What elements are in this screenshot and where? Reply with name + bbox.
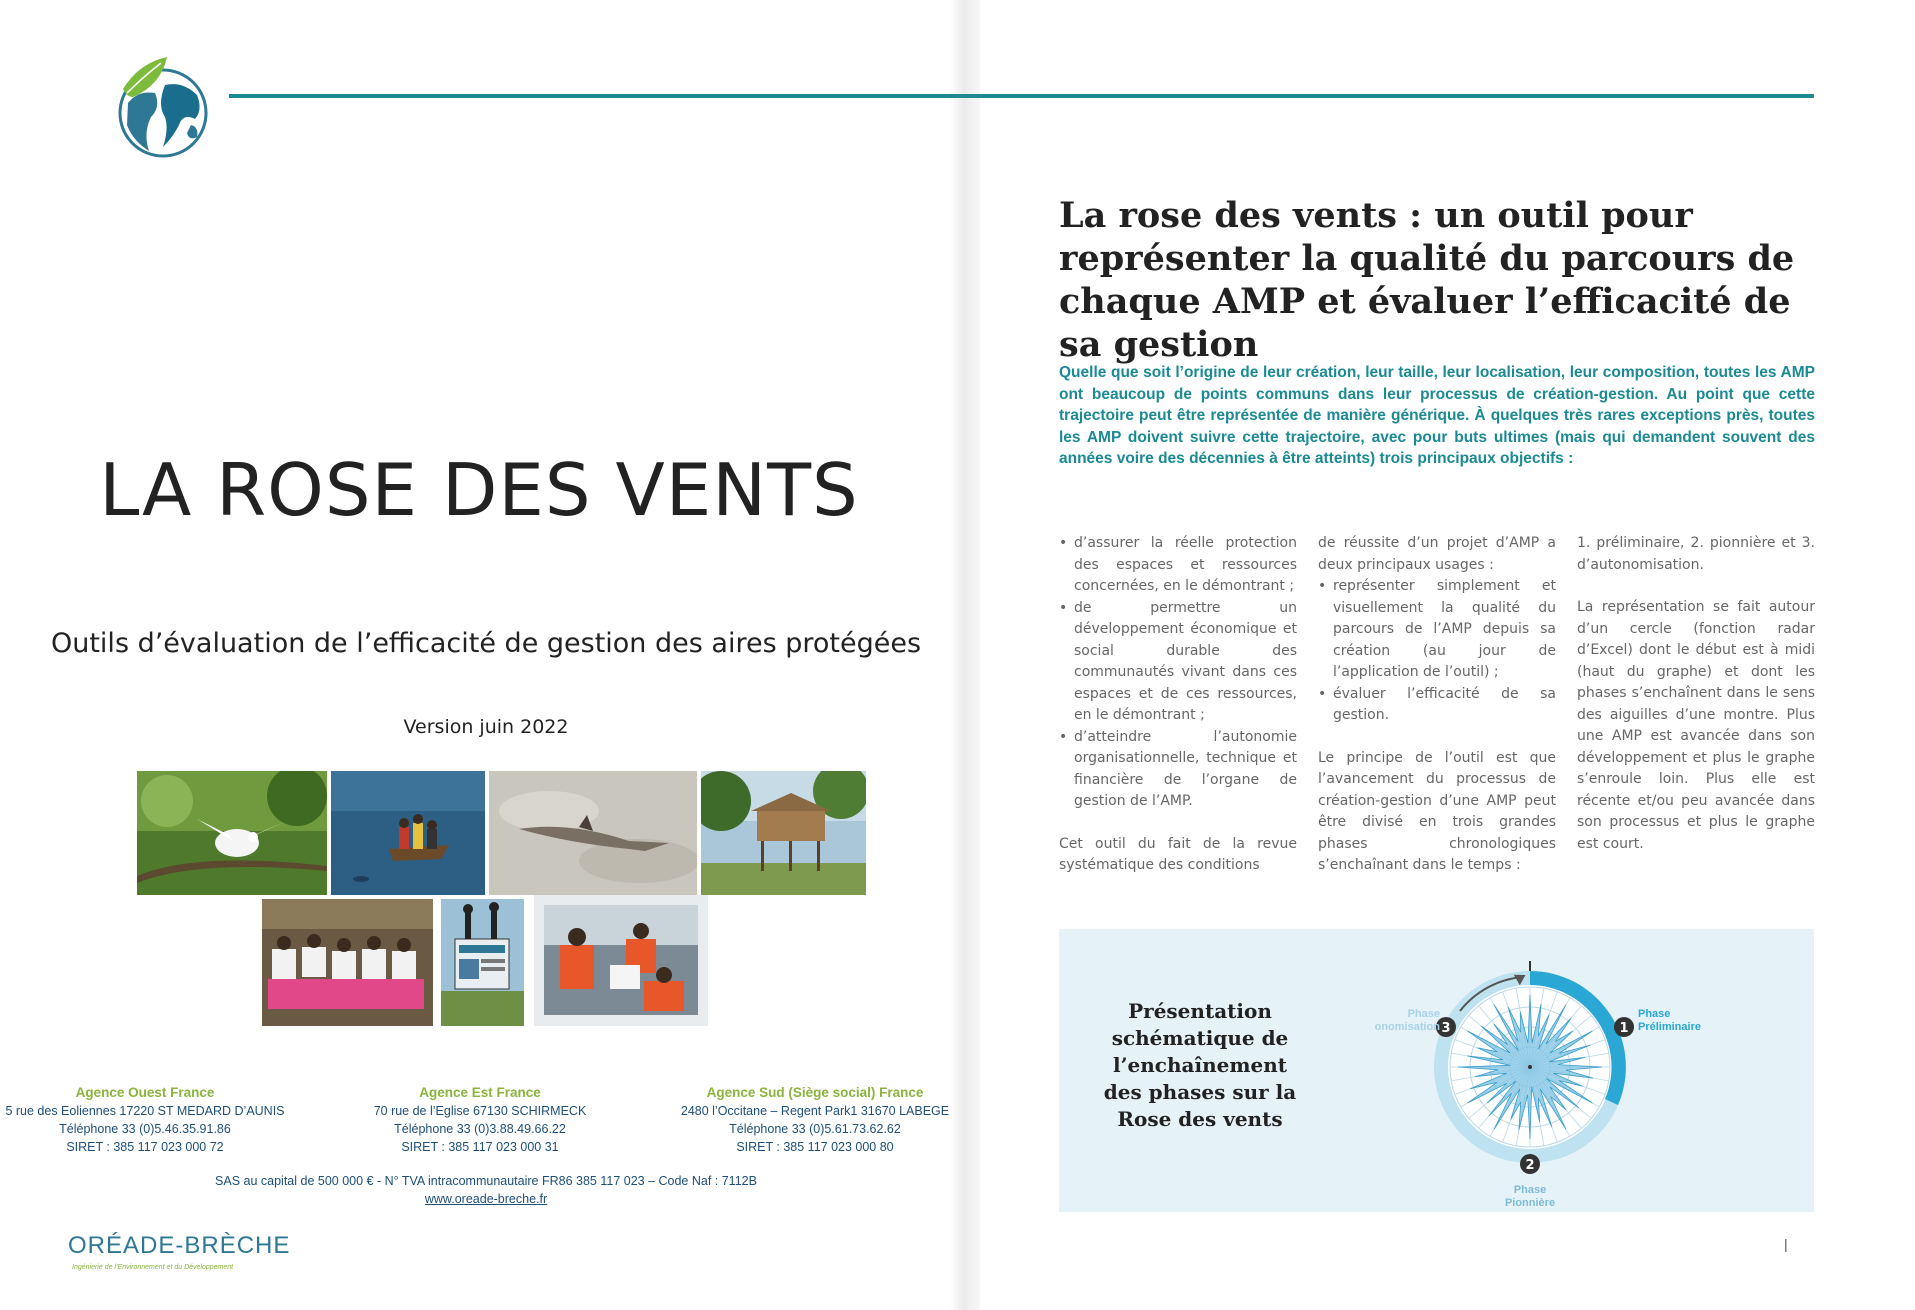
article-title: La rose des vents : un outil pour représenter la qualité du parcours de chaque AMP et évaluer l’efficacité de sa gestion <box>1059 195 1795 365</box>
agency-south-siret: SIRET : 385 117 023 000 80 <box>736 1140 894 1154</box>
list-item: • d’assurer la réelle protection des espaces et ressources concernées, en le démontrant ; <box>1059 533 1297 598</box>
text-column-1 <box>1059 533 1297 898</box>
agency-west-name: Agence Ouest France <box>75 1085 215 1100</box>
stilt-house-photo <box>701 771 866 895</box>
phase-2-sublabel: Pionnière <box>1504 1197 1556 1207</box>
paragraph: de réussite d’un projet d’AMP a deux principaux usages : <box>1318 535 1556 573</box>
phase-2-marker <box>1520 1154 1540 1174</box>
cover-title: LA ROSE DES VENTS <box>99 448 859 532</box>
phase-2-label: Phase <box>1513 1184 1547 1196</box>
sign-board-photo <box>441 899 524 1026</box>
website-link[interactable]: www.oreade-breche.fr <box>424 1192 548 1206</box>
phase-1-label: Phase <box>1638 1008 1671 1020</box>
paragraph: 1. préliminaire, 2. pionnière et 3. d’autonomisation. <box>1577 535 1815 573</box>
boat-life-jackets-photo <box>534 895 708 1026</box>
legal-line: SAS au capital de 500 000 € - N° TVA intracommunautaire FR86 385 117 023 – Code Naf : 7112B <box>215 1174 757 1188</box>
rose-des-vents-diagram <box>1330 937 1710 1207</box>
svg-text:3: 3 <box>1441 1021 1451 1036</box>
phase-3-label: Phase <box>1407 1008 1440 1020</box>
agency-south-address: 2480 l’Occitane – Regent Park1 31670 LABEGE <box>680 1104 950 1118</box>
phase-1-sublabel: Préliminaire <box>1638 1021 1701 1033</box>
objectives-list <box>1059 533 1297 813</box>
list-item: • évaluer l’efficacité de sa gestion. <box>1318 684 1556 727</box>
agency-east <box>335 1084 625 1156</box>
paragraph: Cet outil du fait de la revue systématique des conditions <box>1059 835 1297 873</box>
brand-tagline: Ingénierie de l’Environnement et du Développement <box>72 1264 234 1271</box>
list-item: • représenter simplement et visuellement la qualité du parcours de l’AMP depuis sa création (au jour de l’application de l’outil) ; <box>1318 576 1556 684</box>
paragraph: La représentation se fait autour d’un cercle (fonction radar d’Excel) dont le début est à midi (haut du graphe) et dont les phases s’enchaînent dans le sens des aiguilles d’une montre. Plus une AMP est avancée dans son développement et plus le graphe s’enroule loin. Plus elle est récente et/ou peu avancée dans son processus et plus le graphe est court. <box>1577 599 1815 852</box>
svg-text:2: 2 <box>1525 1158 1535 1173</box>
header-rule <box>229 94 1814 98</box>
women-group-photo <box>262 899 433 1026</box>
company-legal-info <box>0 1172 972 1208</box>
brand-logo: ORÉADE-BRÈCHE <box>68 1232 291 1259</box>
agency-west-siret: SIRET : 385 117 023 000 72 <box>66 1140 224 1154</box>
agency-east-siret: SIRET : 385 117 023 000 31 <box>401 1140 559 1154</box>
agency-south <box>665 1084 965 1156</box>
shark-photo <box>489 771 697 895</box>
boat-people-photo <box>331 771 485 895</box>
usages-list <box>1318 576 1556 727</box>
list-item: • d’atteindre l’autonomie organisationnelle, technique et financière de l’organe de gestion de l’AMP. <box>1059 727 1297 813</box>
cover-subtitle: Outils d’évaluation de l’efficacité de gestion des aires protégées <box>50 628 922 659</box>
page-number: | <box>1784 1236 1788 1252</box>
agency-east-phone: Téléphone 33 (0)3.88.49.66.22 <box>394 1122 566 1136</box>
agency-west-address: 5 rue des Eoliennes 17220 ST MEDARD D’AUNIS <box>5 1104 285 1118</box>
agency-west <box>0 1084 290 1156</box>
version-label: Version juin 2022 <box>403 716 569 738</box>
article-intro: Quelle que soit l’origine de leur création, leur taille, leur localisation, leur composition, toutes les AMP ont beaucoup de points communs dans leur processus de création-gestion. Au point que cette trajectoire peut être représentée de manière générique. À quelques très rares exceptions près, toutes les AMP doivent suivre cette trajectoire, avec pour buts ultimes (mais qui demandent souvent des années voire des décennies à être atteints) trois principaux objectifs : <box>1059 364 1815 467</box>
agency-east-name: Agence Est France <box>419 1085 541 1100</box>
list-item: • de permettre un développement économique et social durable des communautés vivant dans ces espaces et de ces ressources, en le démontrant ; <box>1059 598 1297 727</box>
text-column-3 <box>1577 533 1815 876</box>
agency-west-phone: Téléphone 33 (0)5.46.35.91.86 <box>59 1122 231 1136</box>
phase-3-sublabel: onomisation <box>1374 1021 1440 1033</box>
schema-caption: Présentation schématique de l’enchaînement des phases sur la Rose des vents <box>1103 999 1297 1131</box>
svg-text:1: 1 <box>1619 1021 1629 1036</box>
agency-east-address: 70 rue de l’Eglise 67130 SCHIRMECK <box>373 1104 587 1118</box>
paragraph: Le principe de l’outil est que l’avancement du processus de création-gestion d’une AMP peut être divisé en trois grandes phases chronologiques s’enchaînant dans le temps : <box>1318 749 1556 873</box>
agency-south-phone: Téléphone 33 (0)5.61.73.62.62 <box>729 1122 901 1136</box>
white-tern-bird-photo <box>137 771 327 895</box>
text-column-2 <box>1318 533 1556 898</box>
phase-1-marker <box>1614 1017 1634 1037</box>
globe-leaf-logo-icon <box>103 55 213 160</box>
agency-south-name: Agence Sud (Siège social) France <box>706 1085 924 1100</box>
